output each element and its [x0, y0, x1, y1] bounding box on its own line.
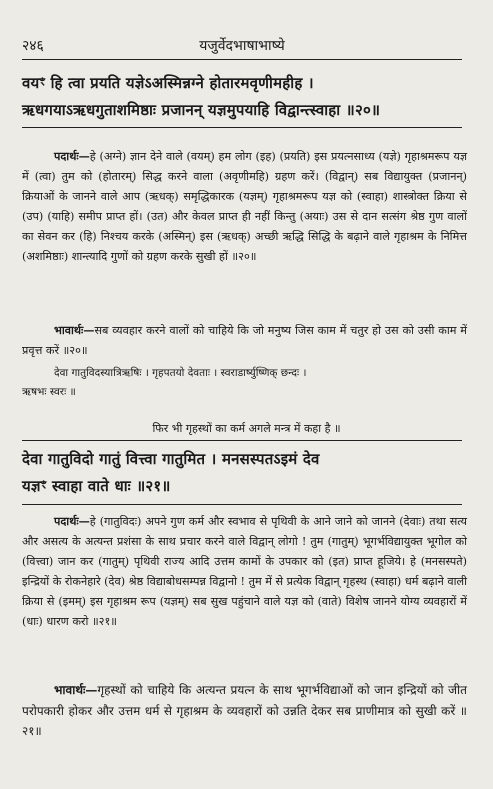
mantra-20 [22, 70, 467, 124]
mantra-20-rule [22, 127, 462, 128]
meta-21 [22, 364, 467, 402]
meta-21-line-1: देवा गातुविदस्यात्रिऋषिः । गृहपतयो देवताः । स्वराडार्ष्युष्णिक् छन्दः । [54, 367, 307, 379]
padartha-21 [22, 511, 467, 632]
page-header [22, 36, 462, 56]
mantra-21-rule [22, 504, 462, 505]
padartha-21-lead: पदार्थः— [54, 514, 90, 528]
mantra-21 [22, 446, 467, 500]
mantra-21-line-1: देवा गातुविदो गातुं वित्त्वा गातुमित । मनसस्पतऽइमं देव [22, 450, 320, 468]
meta-21-line-2: ऋषभः स्वरः ॥ [22, 386, 76, 398]
padartha-20-lead: पदार्थः— [54, 149, 90, 163]
bhavartha-20 [22, 320, 467, 361]
mantra-21-line-2: यज्ञꣳ स्वाहा वाते धाः ॥२१॥ [22, 477, 171, 495]
header-rule [22, 59, 462, 60]
running-title: यजुर्वेदभाषाभाष्ये [199, 38, 285, 54]
bhavartha-20-lead: भावार्थः— [54, 323, 95, 337]
bhavartha-21 [22, 680, 467, 742]
bhavartha-20-text: सब व्यवहार करने वालों को चाहिये कि जो मनुष्य जिस काम में चतुर हो उस को उसी काम में प्रवृत्त करें ॥२०॥ [22, 324, 467, 357]
padartha-20-text: हे (अग्ने) ज्ञान देने वाले (वयम्) हम लोग (इह) (प्रयति) इस प्रयत्नसाध्य (यज्ञे) गृहाश्रमरूप यज्ञ में (त्वा) तुम को (होतारम्) सिद्ध करने वाला (अवृणीमहि) ग्रहण करें। (विद्वान्) सब विद्यायुक्त (प्रजानन्) क्रियाओं के जानने वाले आप (ऋधक्) समृद्धिकारक (यज्ञम्) गृहाश्रमरूप यज्ञ को (स्वाहा) शास्त्रोक्त क्रिया से (उप) (याहि) समीप प्राप्त हों। (उत) और केवल प्राप्त ही नहीं किन्तु (अयाः) उस से दान सत्संग श्रेष्ठ गुण वालों का सेवन कर (हि) निश्चय करके (अस्मिन्) इस (ऋधक्) अच्छी ऋद्धि सिद्धि के बढ़ाने वाले गृहाश्रम के निमित्त (अशमिष्ठाः) शान्त्यादि गुणों को ग्रहण करके सुखी हों ॥२०॥ [22, 150, 467, 263]
padartha-20 [22, 146, 467, 267]
bhavartha-21-lead: भावार्थः— [54, 683, 98, 697]
padartha-21-text: हे (गातुविदः) अपने गुण कर्म और स्वभाव से पृथिवी के आने जाने को जानने (देवाः) तथा सत्य और असत्य के अत्यन्त प्रशंसा के साथ प्रचार करने वाले विद्वान् लोगो ! तुम (गातुम्) भूगर्भविद्यायुक्त भूगोल को (वित्त्वा) जान कर (गातुम्) पृथिवी राज्य आदि उत्तम कामों के उपकार को (इत) प्राप्त हूजिये। हे (मनसस्पते) इन्द्रियों के रोकनेहारे (देव) श्रेष्ठ विद्याबोधसम्पन्न विद्वानो ! तुम में से प्रत्येक विद्वान् गृहस्थ (स्वाहा) धर्म बढ़ाने वाली क्रिया से (इमम्) इस गृहाश्रम रूप (यज्ञम्) सब सुख पहुंचाने वाले यज्ञ को (वाते) विशेष जानने योग्य व्यवहारों में (धाः) धारण करो ॥२१॥ [22, 515, 467, 628]
intro-rule [22, 440, 462, 441]
mantra-20-line-1: वयꣳ हि त्वा प्रयति यज्ञेऽअस्मिन्नग्ने होतारमवृणीमहीह । [22, 74, 314, 92]
page-number: २४६ [22, 38, 44, 54]
mantra-20-line-2: ऋधगयाऽऋधगुताशमिष्ठाः प्रजानन् यज्ञमुपयाहि विद्वान्त्स्वाहा ॥२०॥ [22, 101, 381, 119]
mantra-21-intro: फिर भी गृहस्थों का कर्म अगले मन्त्र में कहा है ॥ [152, 422, 341, 435]
bhavartha-21-text: गृहस्थों को चाहिये कि अत्यन्त प्रयत्न के साथ भूगर्भविद्याओं को जान इन्द्रियों को जीत परोपकारी होकर और उत्तम धर्म से गृहाश्रम के व्यवहारों को उन्नति देकर सब प्राणीमात्र को सुखी करें ॥२१॥ [22, 683, 467, 738]
